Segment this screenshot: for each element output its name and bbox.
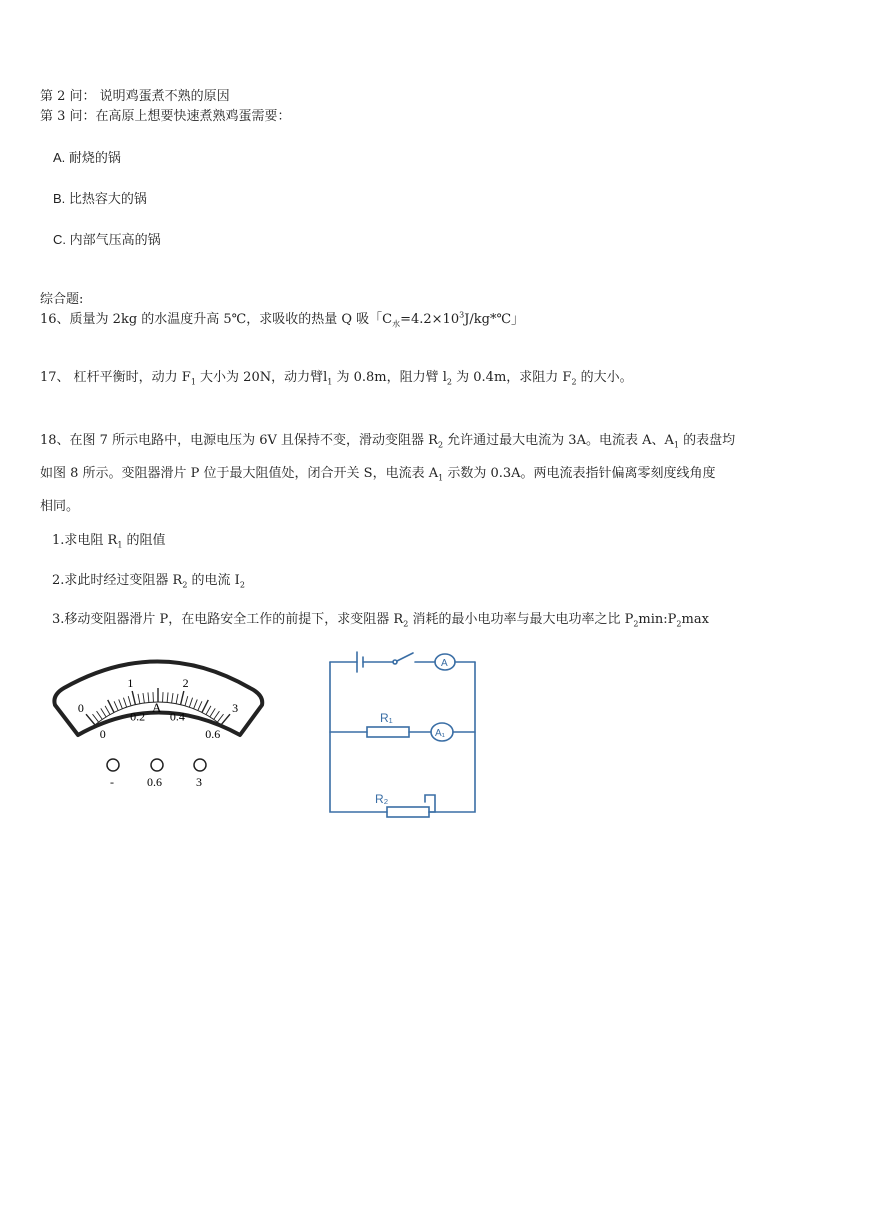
- problem-17-a-sub: 1: [190, 377, 196, 387]
- meter-outer-label: 1: [127, 676, 134, 691]
- meter-tick: [108, 700, 114, 713]
- terminal-label-0-6: 0.6: [147, 775, 162, 789]
- meter-tick: [128, 696, 131, 706]
- circuit-diagram-figure: [325, 645, 485, 820]
- sub2-b: 的电流 I: [187, 573, 240, 588]
- meter-outer-label: 0: [77, 701, 84, 716]
- meter-inner-label: 0.2: [130, 709, 146, 724]
- sub3-c-sub: 2: [676, 619, 682, 629]
- problem-16-text: 16、质量为 2kg 的水温度升高 5℃，求吸收的热量 Q 吸「C: [40, 312, 393, 327]
- option-c: C. 内部气压高的锅: [53, 232, 161, 247]
- meter-tick: [185, 696, 188, 706]
- sub2-a: 2.求此时经过变阻器 R: [52, 573, 183, 588]
- rheostat-slider-icon: [425, 795, 435, 812]
- meter-tick: [194, 699, 198, 708]
- problem-18-line-2: [40, 466, 716, 482]
- meter-inner-label: 0.4: [169, 709, 185, 724]
- terminal-label-negative: -: [110, 775, 114, 789]
- sub3-b: 消耗的最小电功率与最大电功率之比 P: [408, 612, 634, 627]
- meter-tick: [217, 714, 223, 722]
- problem-17-e: 的大小。: [576, 370, 633, 385]
- resistor-r1-icon: [367, 727, 409, 737]
- sub-question-3: [52, 612, 709, 628]
- meter-tick: [210, 708, 215, 716]
- sub1-a: 1.求电阻 R: [52, 533, 118, 548]
- problem-18-l1a-sub: 2: [437, 440, 444, 450]
- problem-17-b-sub: 1: [327, 377, 333, 387]
- problem-17-a: 17、 杠杆平衡时，动力 F: [40, 370, 191, 385]
- problem-18-l1a: 18、在图 7 所示电路中，电源电压为 6V 且保持不变，滑动变阻器 R: [40, 433, 438, 448]
- meter-tick: [101, 708, 106, 716]
- problem-18-line-1: [40, 433, 735, 449]
- meter-tick: [202, 700, 208, 713]
- sub3-a-sub: 2: [403, 619, 409, 629]
- problem-17-c: 为 0.8m，阻力臂 l: [332, 370, 447, 385]
- meter-tick: [132, 691, 135, 705]
- sub3-b-sub: 2: [633, 619, 639, 629]
- terminal-label-3: 3: [196, 775, 202, 789]
- question-2: 第 2 问： 说明鸡蛋煮不熟的原因: [40, 89, 230, 104]
- ammeter-branch-label: A₁: [435, 728, 446, 739]
- ammeter-dial-figure: [50, 650, 280, 790]
- problem-18-l1b: 允许通过最大电流为 3A。电流表 A、A: [443, 433, 674, 448]
- meter-tick: [172, 693, 173, 703]
- problem-16: [40, 312, 524, 328]
- problem-17: [40, 370, 633, 386]
- problem-16-mid: =4.2×10: [400, 312, 460, 327]
- problem-16-sup: 3: [459, 310, 465, 320]
- meter-tick: [143, 693, 144, 703]
- problem-18-l1b-sub: 1: [673, 440, 679, 450]
- sub3-c: min:P: [638, 612, 677, 627]
- problem-17-c-sub: 2: [446, 377, 453, 387]
- sub2-a-sub: 2: [182, 580, 188, 590]
- switch-lever-icon: [397, 653, 413, 661]
- problem-17-d: 为 0.4m，求阻力 F: [452, 370, 572, 385]
- meter-tick: [148, 692, 149, 702]
- meter-tick: [167, 692, 168, 702]
- meter-tick: [123, 698, 126, 707]
- meter-tick: [138, 694, 140, 704]
- meter-inner-label: 0.6: [205, 727, 221, 742]
- resistor-r1-label: R₁: [380, 711, 393, 725]
- problem-18-l2a: 如图 8 所示。变阻器滑片 P 位于最大阻值处，闭合开关 S，电流表 A: [40, 466, 439, 481]
- meter-tick: [181, 691, 184, 705]
- meter-outer-label: 2: [182, 676, 189, 691]
- meter-tick: [198, 701, 202, 710]
- sub-question-1: [52, 533, 166, 549]
- problem-16-tail: J/kg*℃」: [464, 312, 525, 327]
- problem-18-l2a-sub: 1: [438, 473, 444, 483]
- meter-outer-label: 3: [232, 701, 239, 716]
- question-3: 第 3 问：在高原上想要快速煮熟鸡蛋需要：: [40, 109, 291, 124]
- problem-18-l2b: 示数为 0.3A。两电流表指针偏离零刻度线角度: [443, 466, 716, 481]
- problem-18-l1c: 的表盘均: [678, 433, 736, 448]
- meter-unit: A: [152, 700, 162, 715]
- sub1-a-sub: 1: [117, 540, 123, 550]
- problem-18-line-3: 相同。: [40, 499, 80, 514]
- problem-17-b: 大小为 20N，动力臂l: [195, 370, 328, 385]
- rheostat-r2-icon: [387, 807, 429, 817]
- meter-tick: [93, 714, 99, 722]
- option-a: A. 耐烧的锅: [53, 150, 121, 165]
- terminal-negative-icon: [107, 759, 119, 771]
- ammeter-main-label: A: [441, 658, 448, 669]
- meter-tick: [176, 694, 178, 704]
- meter-tick: [206, 706, 211, 715]
- section-title: 综合题:: [40, 292, 84, 307]
- sub1-b: 的阻值: [122, 533, 166, 548]
- rheostat-r2-label: R₂: [375, 792, 389, 806]
- sub3-d: max: [681, 612, 709, 627]
- meter-tick: [214, 711, 220, 719]
- option-b: B. 比热容大的锅: [53, 191, 147, 206]
- terminal-3-icon: [194, 759, 206, 771]
- meter-tick: [105, 706, 110, 715]
- meter-tick: [97, 711, 103, 719]
- meter-tick: [119, 699, 123, 708]
- problem-17-d-sub: 2: [571, 377, 577, 387]
- sub3-a: 3.移动变阻器滑片 P，在电路安全工作的前提下，求变阻器 R: [52, 612, 404, 627]
- meter-tick: [114, 701, 118, 710]
- terminal-0-6-icon: [151, 759, 163, 771]
- meter-tick: [189, 698, 192, 707]
- problem-16-sub: 水: [392, 319, 401, 329]
- meter-inner-label: 0: [99, 727, 106, 742]
- sub-question-2: [52, 573, 245, 589]
- sub2-b-sub: 2: [239, 580, 245, 590]
